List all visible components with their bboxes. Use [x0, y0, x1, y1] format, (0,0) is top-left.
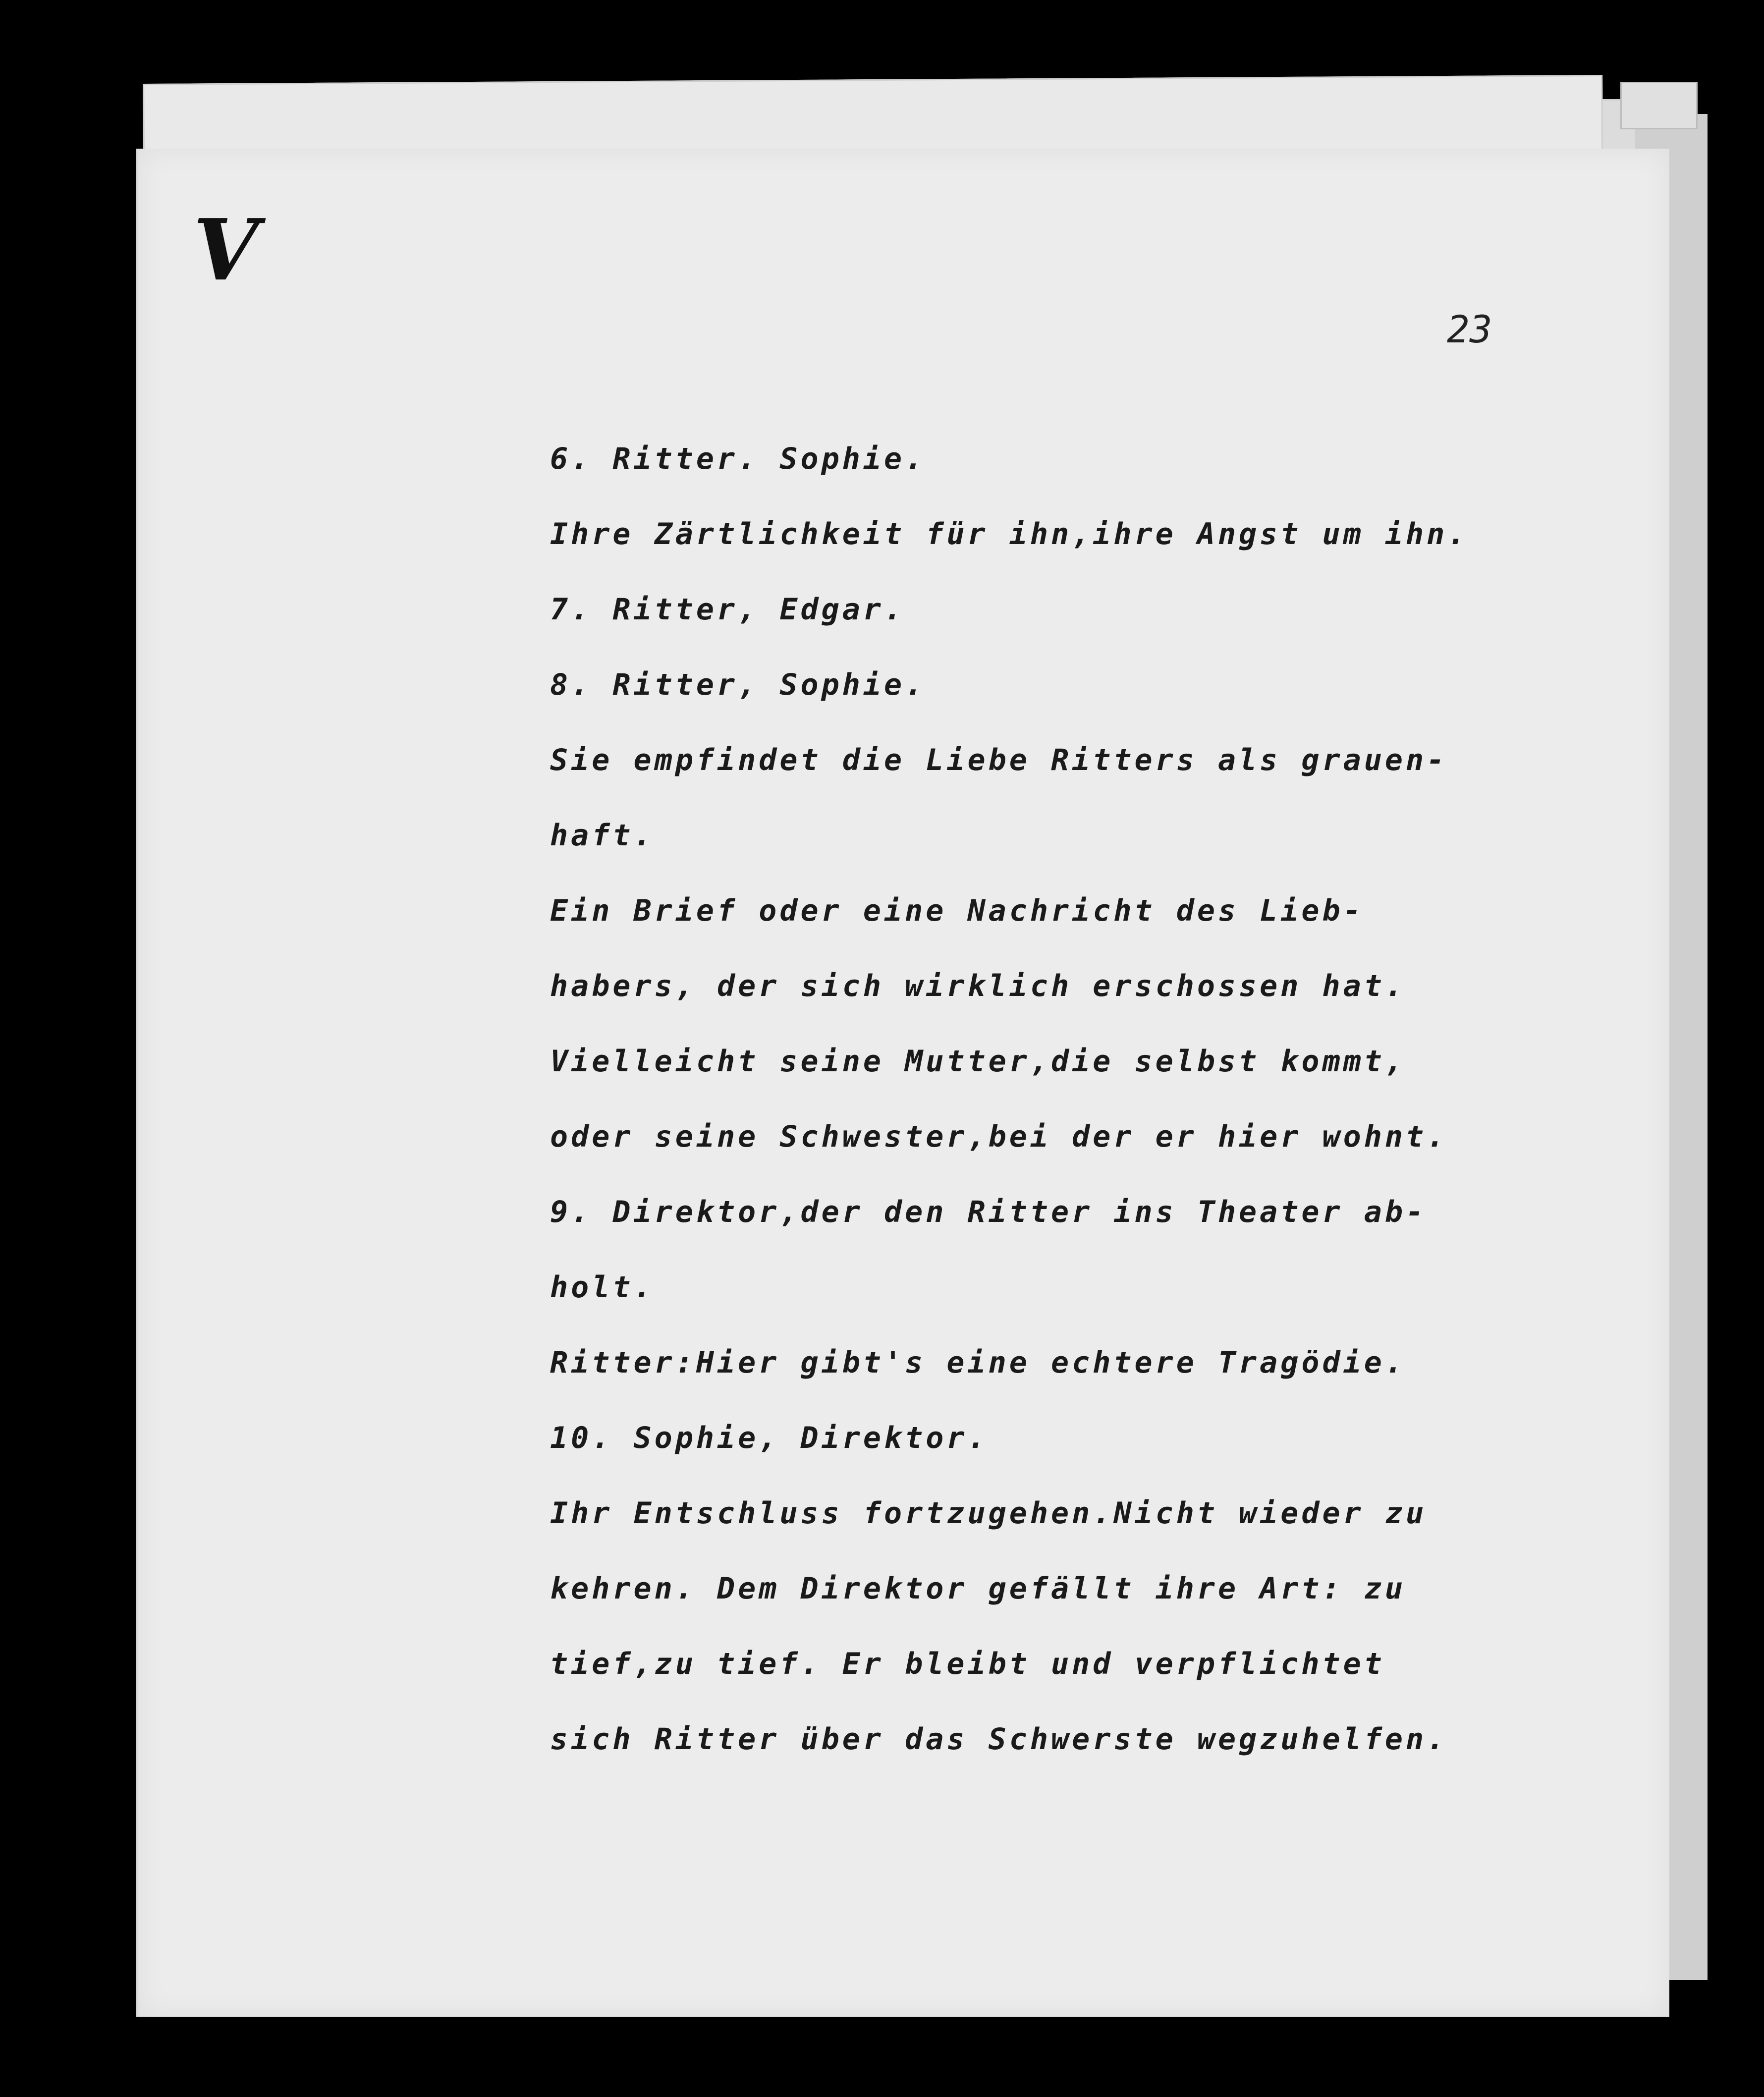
text-line: Ein Brief oder eine Nachricht des Lieb-: [550, 893, 1364, 928]
text-line: haft.: [550, 818, 655, 853]
page-number: 23: [1447, 307, 1492, 351]
text-line: 9. Direktor,der den Ritter ins Theater ab-: [550, 1195, 1427, 1229]
text-line: Ihr Entschluss fortzugehen.Nicht wieder zu: [550, 1496, 1427, 1531]
text-line: Sie empfindet die Liebe Ritters als grauen-: [550, 743, 1448, 777]
text-line: holt.: [550, 1270, 655, 1305]
text-line: sich Ritter über das Schwerste wegzuhelfen.: [550, 1722, 1448, 1757]
text-line: Ihre Zärtlichkeit für ihn,ihre Angst um ihn.: [550, 517, 1469, 552]
text-line: 10. Sophie, Direktor.: [550, 1421, 989, 1455]
handwritten-corner-mark: V: [193, 201, 259, 300]
sheet-tab: [1620, 82, 1698, 129]
text-line: Ritter:Hier gibt's eine echtere Tragödie.: [550, 1345, 1406, 1380]
text-line: 6. Ritter. Sophie.: [550, 441, 926, 476]
typewritten-text: [550, 421, 1655, 1777]
text-line: 7. Ritter, Edgar.: [550, 592, 905, 627]
text-line: tief,zu tief. Er bleibt und verpflichtet: [550, 1647, 1385, 1681]
text-line: habers, der sich wirklich erschossen hat.: [550, 969, 1406, 1003]
text-line: 8. Ritter, Sophie.: [550, 667, 926, 702]
text-line: Vielleicht seine Mutter,die selbst kommt,: [550, 1044, 1406, 1079]
text-line: kehren. Dem Direktor gefällt ihre Art: zu: [550, 1571, 1406, 1606]
text-line: oder seine Schwester,bei der er hier wohnt.: [550, 1119, 1448, 1154]
